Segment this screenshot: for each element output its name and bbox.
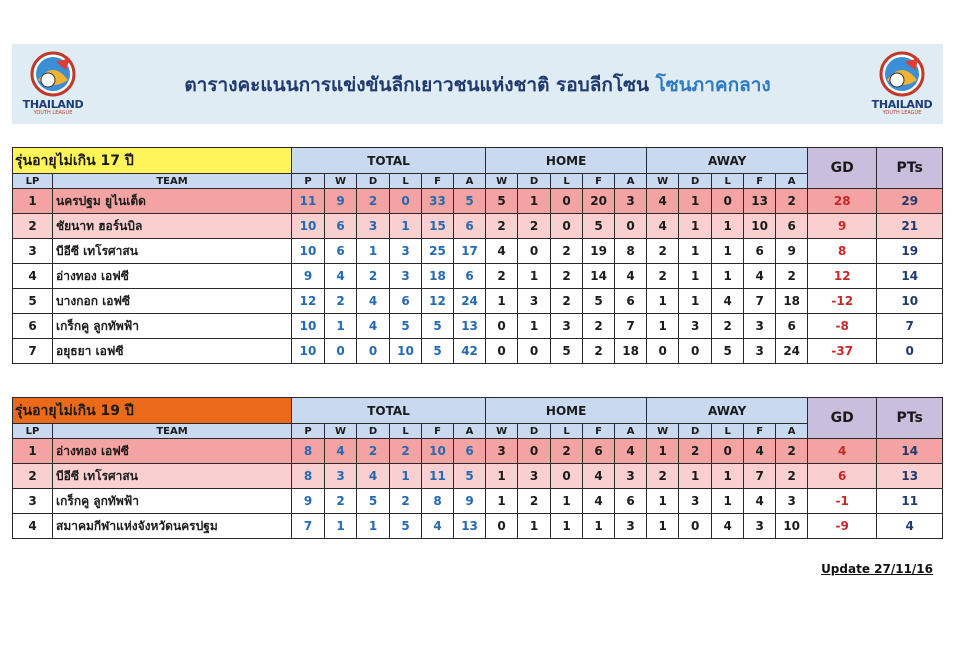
age-group-label: รุ่นอายุไม่เกิน 19 ปี xyxy=(13,398,292,424)
stat-cell-p: 10 xyxy=(292,339,325,364)
stat-cell-a: 5 xyxy=(454,464,486,489)
stat-cell-ad: 2 xyxy=(679,439,712,464)
stat-cell-l: 10 xyxy=(390,339,422,364)
stat-cell-p: 10 xyxy=(292,239,325,264)
team-name-cell: เกร็กคู ลูกทัพฟ้า xyxy=(53,314,292,339)
stat-cell-a: 42 xyxy=(454,339,486,364)
rank-cell: 1 xyxy=(13,189,53,214)
stat-cell-d: 5 xyxy=(357,489,390,514)
col-header: D xyxy=(518,174,551,189)
stat-cell-hf: 5 xyxy=(583,289,615,314)
col-header: F xyxy=(583,174,615,189)
standings-table-u19 xyxy=(12,397,943,539)
stat-cell-p: 10 xyxy=(292,314,325,339)
team-name-cell: บีอีซี เทโรศาสน xyxy=(53,464,292,489)
stat-cell-hw: 2 xyxy=(486,214,518,239)
stat-cell-gd: -12 xyxy=(808,289,877,314)
rank-cell: 3 xyxy=(13,489,53,514)
stat-cell-hw: 0 xyxy=(486,314,518,339)
stat-cell-af: 10 xyxy=(744,214,776,239)
stat-cell-d: 3 xyxy=(357,214,390,239)
stat-cell-pts: 14 xyxy=(877,439,943,464)
stat-cell-af: 7 xyxy=(744,289,776,314)
stat-cell-aa: 3 xyxy=(776,489,808,514)
rank-cell: 5 xyxy=(13,289,53,314)
stat-cell-aw: 1 xyxy=(647,289,679,314)
stat-cell-ha: 0 xyxy=(615,214,647,239)
stat-cell-al: 5 xyxy=(712,339,744,364)
rank-cell: 4 xyxy=(13,514,53,539)
stat-cell-l: 1 xyxy=(390,214,422,239)
stat-cell-hd: 3 xyxy=(518,464,551,489)
stat-cell-ha: 8 xyxy=(615,239,647,264)
stat-cell-al: 2 xyxy=(712,314,744,339)
team-name-cell: ชัยนาท ฮอร์นบิล xyxy=(53,214,292,239)
stat-cell-a: 13 xyxy=(454,314,486,339)
stat-cell-hd: 0 xyxy=(518,339,551,364)
col-header: W xyxy=(486,424,518,439)
stat-cell-l: 0 xyxy=(390,189,422,214)
stat-cell-a: 13 xyxy=(454,514,486,539)
team-name-cell: นครปฐม ยูไนเต็ด xyxy=(53,189,292,214)
table-row xyxy=(13,289,943,314)
stat-cell-gd: 8 xyxy=(808,239,877,264)
header-banner xyxy=(12,44,943,124)
stat-cell-d: 4 xyxy=(357,289,390,314)
stat-cell-hd: 2 xyxy=(518,489,551,514)
stat-cell-d: 4 xyxy=(357,464,390,489)
stat-cell-hw: 0 xyxy=(486,339,518,364)
stat-cell-hw: 2 xyxy=(486,264,518,289)
stat-cell-a: 6 xyxy=(454,214,486,239)
stat-cell-p: 12 xyxy=(292,289,325,314)
stat-cell-al: 1 xyxy=(712,264,744,289)
stat-cell-f: 12 xyxy=(422,289,454,314)
col-header: A xyxy=(615,174,647,189)
page-title xyxy=(12,70,943,100)
team-name-cell: อยุธยา เอฟซี xyxy=(53,339,292,364)
stat-cell-pts: 7 xyxy=(877,314,943,339)
stat-cell-af: 3 xyxy=(744,339,776,364)
table-row xyxy=(13,439,943,464)
stat-cell-p: 9 xyxy=(292,489,325,514)
stat-cell-pts: 21 xyxy=(877,214,943,239)
logo-text: THAILAND xyxy=(871,98,933,111)
stat-cell-ad: 3 xyxy=(679,489,712,514)
stat-cell-d: 2 xyxy=(357,264,390,289)
stat-cell-hd: 1 xyxy=(518,264,551,289)
col-header: A xyxy=(454,424,486,439)
stat-cell-af: 7 xyxy=(744,464,776,489)
stat-cell-hl: 2 xyxy=(551,439,583,464)
stat-cell-f: 18 xyxy=(422,264,454,289)
stat-cell-ha: 3 xyxy=(615,514,647,539)
team-name-cell: บางกอก เอฟซี xyxy=(53,289,292,314)
col-header: D xyxy=(679,174,712,189)
title-main: ตารางคะแนนการแข่งขันลีกเยาวชนแห่งชาติ รอบลีกโซน xyxy=(184,74,649,96)
rank-cell: 1 xyxy=(13,439,53,464)
table-row xyxy=(13,189,943,214)
stat-cell-af: 13 xyxy=(744,189,776,214)
stat-cell-al: 1 xyxy=(712,489,744,514)
stat-cell-aa: 10 xyxy=(776,514,808,539)
stat-cell-l: 1 xyxy=(390,464,422,489)
stat-cell-l: 5 xyxy=(390,514,422,539)
stat-cell-al: 1 xyxy=(712,239,744,264)
total-header: TOTAL xyxy=(292,148,486,174)
col-header: W xyxy=(647,424,679,439)
stat-cell-l: 5 xyxy=(390,314,422,339)
stat-cell-ad: 0 xyxy=(679,339,712,364)
stat-cell-ad: 0 xyxy=(679,514,712,539)
stat-cell-f: 33 xyxy=(422,189,454,214)
stat-cell-hw: 4 xyxy=(486,239,518,264)
stat-cell-aa: 18 xyxy=(776,289,808,314)
update-date: Update 27/11/16 xyxy=(821,562,933,576)
stat-cell-pts: 0 xyxy=(877,339,943,364)
stat-cell-w: 2 xyxy=(325,489,357,514)
pts-header: PTs xyxy=(877,148,943,189)
stat-cell-hl: 5 xyxy=(551,339,583,364)
stat-cell-pts: 10 xyxy=(877,289,943,314)
stat-cell-aa: 2 xyxy=(776,464,808,489)
stat-cell-f: 11 xyxy=(422,464,454,489)
stat-cell-pts: 13 xyxy=(877,464,943,489)
stat-cell-ha: 3 xyxy=(615,189,647,214)
away-header: AWAY xyxy=(647,398,808,424)
stat-cell-a: 9 xyxy=(454,489,486,514)
stat-cell-d: 1 xyxy=(357,239,390,264)
stat-cell-aw: 4 xyxy=(647,214,679,239)
stat-cell-gd: 12 xyxy=(808,264,877,289)
stat-cell-hd: 2 xyxy=(518,214,551,239)
stat-cell-w: 4 xyxy=(325,264,357,289)
stat-cell-hf: 14 xyxy=(583,264,615,289)
stat-cell-w: 0 xyxy=(325,339,357,364)
stat-cell-hw: 1 xyxy=(486,464,518,489)
stat-cell-gd: 4 xyxy=(808,439,877,464)
team-name-cell: อ่างทอง เอฟซี xyxy=(53,439,292,464)
stat-cell-af: 6 xyxy=(744,239,776,264)
col-header: F xyxy=(583,424,615,439)
stat-cell-aw: 0 xyxy=(647,339,679,364)
stat-cell-aw: 2 xyxy=(647,264,679,289)
stat-cell-aa: 6 xyxy=(776,214,808,239)
col-header: F xyxy=(744,174,776,189)
rank-cell: 4 xyxy=(13,264,53,289)
stat-cell-pts: 19 xyxy=(877,239,943,264)
stat-cell-f: 8 xyxy=(422,489,454,514)
stat-cell-l: 3 xyxy=(390,239,422,264)
logo-subtext: YOUTH LEAGUE xyxy=(882,110,922,116)
col-header: L xyxy=(551,174,583,189)
stat-cell-hw: 1 xyxy=(486,289,518,314)
col-header: A xyxy=(776,174,808,189)
table-row xyxy=(13,264,943,289)
stat-cell-w: 4 xyxy=(325,439,357,464)
stat-cell-p: 9 xyxy=(292,264,325,289)
stat-cell-pts: 29 xyxy=(877,189,943,214)
age-group-label: รุ่นอายุไม่เกิน 17 ปี xyxy=(13,148,292,174)
stat-cell-p: 11 xyxy=(292,189,325,214)
lp-header: LP xyxy=(13,424,53,439)
stat-cell-hl: 2 xyxy=(551,239,583,264)
col-header: A xyxy=(615,424,647,439)
stat-cell-p: 8 xyxy=(292,464,325,489)
col-header: W xyxy=(486,174,518,189)
stat-cell-p: 10 xyxy=(292,214,325,239)
stat-cell-aw: 1 xyxy=(647,314,679,339)
stat-cell-p: 7 xyxy=(292,514,325,539)
stat-cell-af: 4 xyxy=(744,264,776,289)
stat-cell-ad: 1 xyxy=(679,214,712,239)
stat-cell-d: 2 xyxy=(357,189,390,214)
col-header: W xyxy=(647,174,679,189)
team-name-cell: บีอีซี เทโรศาสน xyxy=(53,239,292,264)
table-row xyxy=(13,514,943,539)
gd-header: GD xyxy=(808,398,877,439)
stat-cell-gd: -9 xyxy=(808,514,877,539)
stat-cell-d: 1 xyxy=(357,514,390,539)
stat-cell-a: 6 xyxy=(454,439,486,464)
table-row xyxy=(13,239,943,264)
stat-cell-aa: 24 xyxy=(776,339,808,364)
stat-cell-aw: 4 xyxy=(647,189,679,214)
lp-header: LP xyxy=(13,174,53,189)
stat-cell-f: 5 xyxy=(422,339,454,364)
away-header: AWAY xyxy=(647,148,808,174)
stat-cell-hd: 1 xyxy=(518,314,551,339)
stat-cell-hf: 19 xyxy=(583,239,615,264)
rank-cell: 3 xyxy=(13,239,53,264)
col-header: D xyxy=(679,424,712,439)
stat-cell-hl: 0 xyxy=(551,214,583,239)
col-header: D xyxy=(357,174,390,189)
col-header: P xyxy=(292,424,325,439)
stat-cell-hf: 20 xyxy=(583,189,615,214)
col-header: P xyxy=(292,174,325,189)
stat-cell-w: 1 xyxy=(325,514,357,539)
stat-cell-aa: 2 xyxy=(776,189,808,214)
col-header: L xyxy=(712,424,744,439)
stat-cell-aw: 1 xyxy=(647,439,679,464)
table-row xyxy=(13,214,943,239)
stat-cell-hw: 0 xyxy=(486,514,518,539)
stat-cell-p: 8 xyxy=(292,439,325,464)
stat-cell-al: 4 xyxy=(712,514,744,539)
stat-cell-al: 0 xyxy=(712,439,744,464)
team-header: TEAM xyxy=(53,174,292,189)
table-row xyxy=(13,339,943,364)
stat-cell-hf: 2 xyxy=(583,339,615,364)
stat-cell-ad: 1 xyxy=(679,289,712,314)
stat-cell-ha: 18 xyxy=(615,339,647,364)
rank-cell: 7 xyxy=(13,339,53,364)
stat-cell-a: 5 xyxy=(454,189,486,214)
stat-cell-f: 10 xyxy=(422,439,454,464)
stat-cell-ha: 6 xyxy=(615,489,647,514)
stat-cell-hl: 3 xyxy=(551,314,583,339)
col-header: D xyxy=(518,424,551,439)
team-name-cell: อ่างทอง เอฟซี xyxy=(53,264,292,289)
stat-cell-gd: -8 xyxy=(808,314,877,339)
col-header: L xyxy=(551,424,583,439)
stat-cell-pts: 14 xyxy=(877,264,943,289)
rank-cell: 2 xyxy=(13,464,53,489)
stat-cell-hl: 0 xyxy=(551,189,583,214)
col-header: W xyxy=(325,174,357,189)
stat-cell-af: 3 xyxy=(744,314,776,339)
stat-cell-ad: 1 xyxy=(679,189,712,214)
stat-cell-f: 15 xyxy=(422,214,454,239)
stat-cell-pts: 4 xyxy=(877,514,943,539)
col-header: L xyxy=(390,424,422,439)
stat-cell-hw: 3 xyxy=(486,439,518,464)
stat-cell-ad: 1 xyxy=(679,264,712,289)
stat-cell-hf: 6 xyxy=(583,439,615,464)
stat-cell-gd: 6 xyxy=(808,464,877,489)
stat-cell-w: 6 xyxy=(325,239,357,264)
col-header: F xyxy=(744,424,776,439)
stat-cell-hl: 2 xyxy=(551,289,583,314)
stat-cell-w: 9 xyxy=(325,189,357,214)
logo-text: THAILAND xyxy=(22,98,84,111)
league-logo-right xyxy=(867,50,937,118)
stat-cell-aw: 1 xyxy=(647,514,679,539)
stat-cell-al: 0 xyxy=(712,189,744,214)
stat-cell-af: 3 xyxy=(744,514,776,539)
col-header: A xyxy=(454,174,486,189)
table-row xyxy=(13,464,943,489)
stat-cell-aw: 1 xyxy=(647,489,679,514)
stat-cell-a: 24 xyxy=(454,289,486,314)
col-header: L xyxy=(390,174,422,189)
stat-cell-gd: 28 xyxy=(808,189,877,214)
stat-cell-w: 6 xyxy=(325,214,357,239)
table-row xyxy=(13,314,943,339)
stat-cell-ha: 4 xyxy=(615,264,647,289)
stat-cell-gd: -1 xyxy=(808,489,877,514)
stat-cell-aw: 2 xyxy=(647,464,679,489)
stat-cell-hw: 5 xyxy=(486,189,518,214)
rank-cell: 2 xyxy=(13,214,53,239)
stat-cell-l: 6 xyxy=(390,289,422,314)
stat-cell-hl: 1 xyxy=(551,489,583,514)
stat-cell-ad: 1 xyxy=(679,464,712,489)
col-header: D xyxy=(357,424,390,439)
rank-cell: 6 xyxy=(13,314,53,339)
stat-cell-ha: 6 xyxy=(615,289,647,314)
team-name-cell: เกร็กคู ลูกทัพฟ้า xyxy=(53,489,292,514)
stat-cell-a: 17 xyxy=(454,239,486,264)
stat-cell-ad: 1 xyxy=(679,239,712,264)
stat-cell-hd: 1 xyxy=(518,514,551,539)
stat-cell-l: 3 xyxy=(390,264,422,289)
stat-cell-hf: 2 xyxy=(583,314,615,339)
stat-cell-d: 0 xyxy=(357,339,390,364)
standings-table-u17 xyxy=(12,147,943,364)
stat-cell-aw: 2 xyxy=(647,239,679,264)
stat-cell-hd: 0 xyxy=(518,239,551,264)
total-header: TOTAL xyxy=(292,398,486,424)
stat-cell-hl: 0 xyxy=(551,464,583,489)
stat-cell-w: 3 xyxy=(325,464,357,489)
stat-cell-hf: 1 xyxy=(583,514,615,539)
stat-cell-a: 6 xyxy=(454,264,486,289)
stat-cell-aa: 2 xyxy=(776,439,808,464)
stat-cell-w: 1 xyxy=(325,314,357,339)
stat-cell-ha: 3 xyxy=(615,464,647,489)
stat-cell-aa: 6 xyxy=(776,314,808,339)
stat-cell-af: 4 xyxy=(744,439,776,464)
football-league-logo-icon xyxy=(867,50,937,100)
col-header: A xyxy=(776,424,808,439)
stat-cell-al: 1 xyxy=(712,214,744,239)
stat-cell-ha: 4 xyxy=(615,439,647,464)
gd-header: GD xyxy=(808,148,877,189)
stat-cell-l: 2 xyxy=(390,439,422,464)
stat-cell-aa: 2 xyxy=(776,264,808,289)
stat-cell-ad: 3 xyxy=(679,314,712,339)
stat-cell-hw: 1 xyxy=(486,489,518,514)
stat-cell-al: 1 xyxy=(712,464,744,489)
stat-cell-f: 4 xyxy=(422,514,454,539)
home-header: HOME xyxy=(486,398,647,424)
stat-cell-hl: 2 xyxy=(551,264,583,289)
stat-cell-d: 2 xyxy=(357,439,390,464)
home-header: HOME xyxy=(486,148,647,174)
stat-cell-al: 4 xyxy=(712,289,744,314)
table-row xyxy=(13,489,943,514)
stat-cell-hd: 0 xyxy=(518,439,551,464)
stat-cell-hd: 3 xyxy=(518,289,551,314)
stat-cell-hf: 4 xyxy=(583,464,615,489)
stat-cell-aa: 9 xyxy=(776,239,808,264)
stat-cell-gd: -37 xyxy=(808,339,877,364)
stat-cell-w: 2 xyxy=(325,289,357,314)
stat-cell-hf: 4 xyxy=(583,489,615,514)
col-header: L xyxy=(712,174,744,189)
stat-cell-d: 4 xyxy=(357,314,390,339)
pts-header: PTs xyxy=(877,398,943,439)
col-header: F xyxy=(422,174,454,189)
stat-cell-hd: 1 xyxy=(518,189,551,214)
logo-subtext: YOUTH LEAGUE xyxy=(33,110,73,116)
stat-cell-af: 4 xyxy=(744,489,776,514)
team-name-cell: สมาคมกีฬาแห่งจังหวัดนครปฐม xyxy=(53,514,292,539)
stat-cell-pts: 11 xyxy=(877,489,943,514)
stat-cell-gd: 9 xyxy=(808,214,877,239)
stat-cell-hf: 5 xyxy=(583,214,615,239)
stat-cell-ha: 7 xyxy=(615,314,647,339)
col-header: F xyxy=(422,424,454,439)
title-zone: โซนภาคกลาง xyxy=(655,74,771,96)
stat-cell-f: 5 xyxy=(422,314,454,339)
stat-cell-f: 25 xyxy=(422,239,454,264)
col-header: W xyxy=(325,424,357,439)
stat-cell-hl: 1 xyxy=(551,514,583,539)
team-header: TEAM xyxy=(53,424,292,439)
stat-cell-l: 2 xyxy=(390,489,422,514)
